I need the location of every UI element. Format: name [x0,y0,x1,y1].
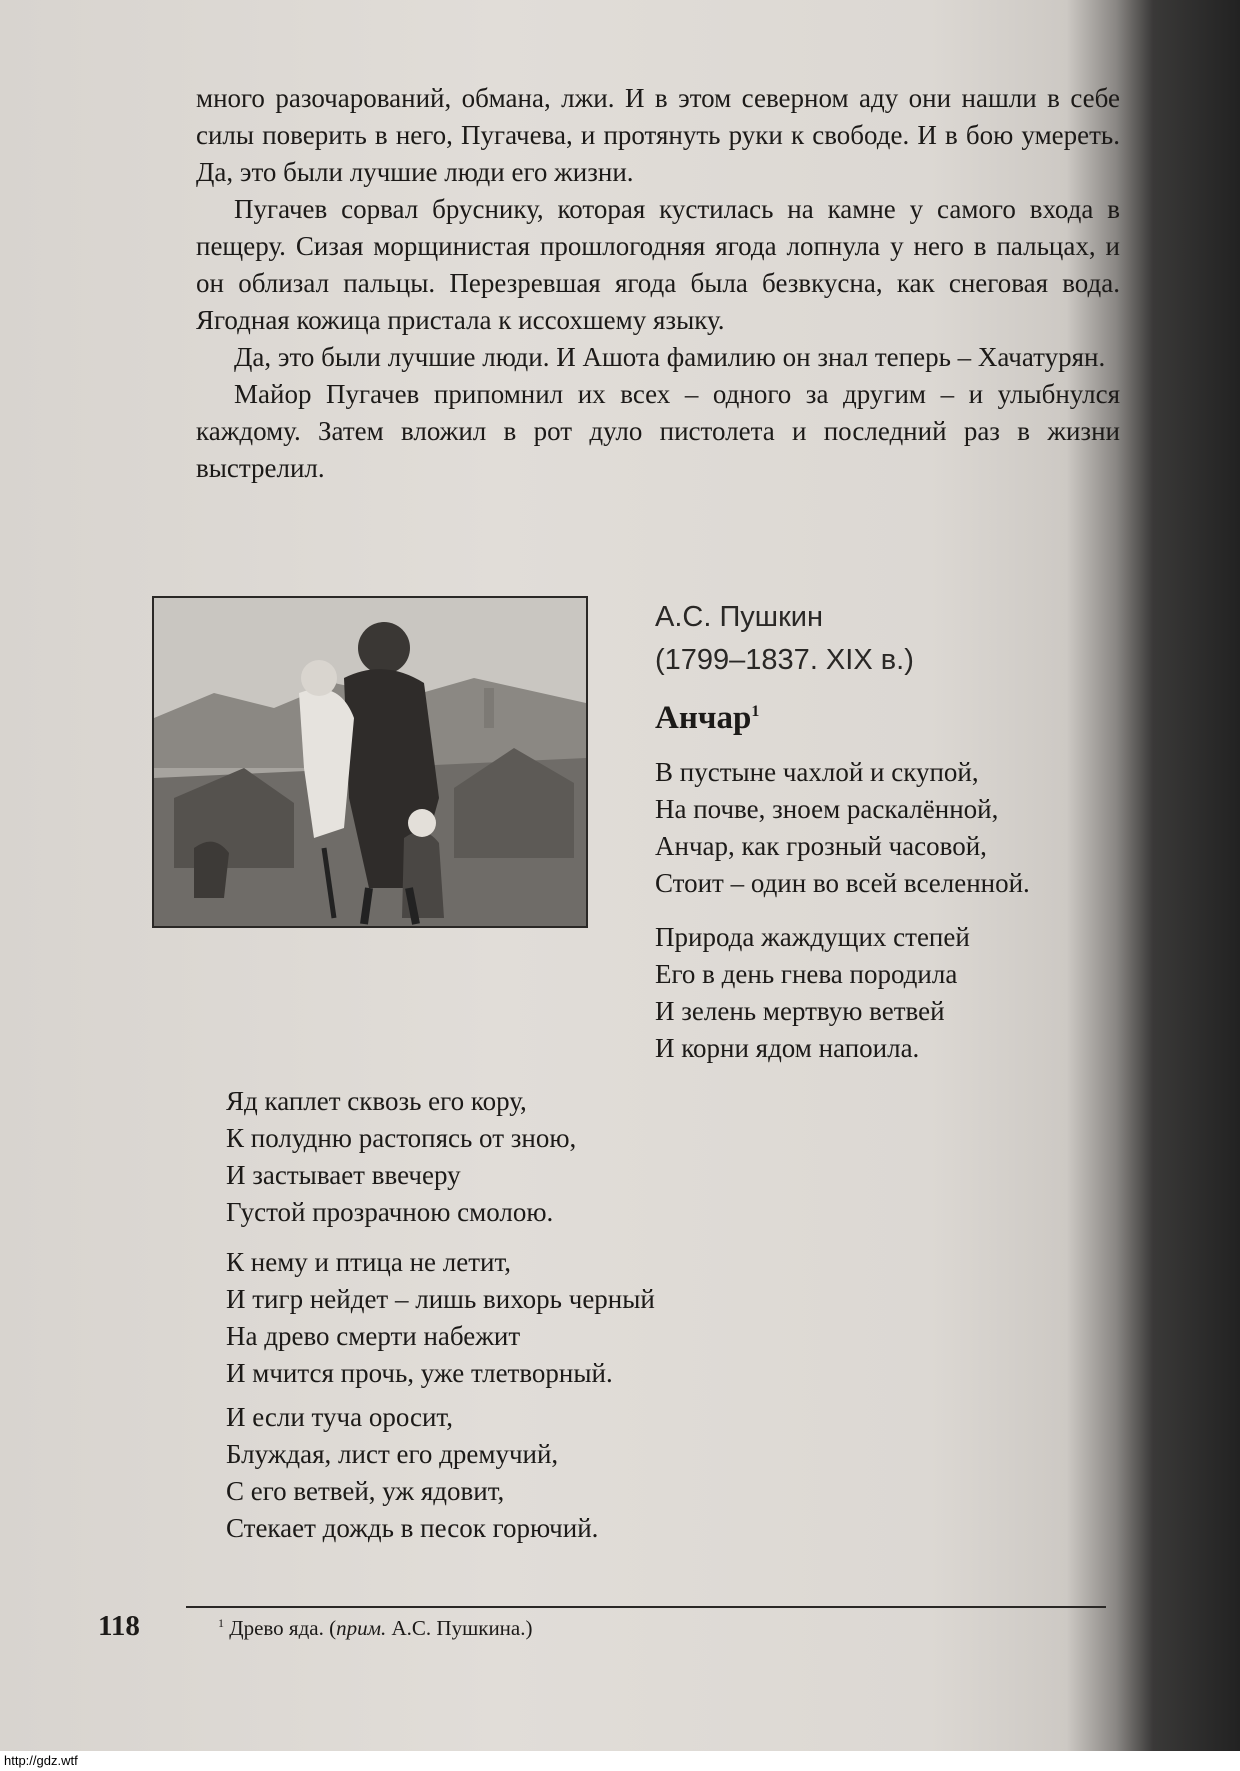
footnote-text-italic: прим. [336,1616,387,1640]
source-watermark [0,1751,1240,1771]
verse-line: К полудню растопясь от зною, [226,1123,577,1153]
paragraph-3: Да, это были лучшие люди. И Ашота фамилию он знал теперь – Хачатурян. [234,342,1106,372]
verse-line: Яд каплет сквозь его кору, [226,1086,527,1116]
paragraph-2: Пугачев сорвал бруснику, которая кустилась на камне у самого входа в пещеру. Сизая морщинистая прошлогодняя ягода лопнула у него в пальцах, и он облизал пальцы. Перезревшая ягода была безвкусна, как снеговая вода. Ягодная кожица пристала к иссохшему языку. [196,194,1120,335]
verse-line: Густой прозрачною смолою. [226,1197,554,1227]
verse-line: И зелень мертвую ветвей [655,996,945,1026]
author-name: А.С. Пушкин [655,601,823,633]
verse-line: Стоит – один во всей вселенной. [655,868,1030,898]
footnote-divider [186,1606,1106,1608]
stanza-2 [655,919,970,1067]
page-number: 118 [98,1610,140,1642]
footnote-text-before: Древо яда. ( [229,1616,337,1640]
footnote-number: 1 [218,1616,224,1630]
footnote [218,1616,533,1641]
verse-line: С его ветвей, уж ядовит, [226,1476,505,1506]
verse-line: И корни ядом напоила. [655,1033,920,1063]
stanza-4 [226,1244,655,1392]
verse-line: В пустыне чахлой и скупой, [655,757,979,787]
pushkin-illustration [152,596,588,928]
verse-line: На почве, зноем раскалённой, [655,794,999,824]
verse-line: И если туча оросит, [226,1402,453,1432]
prose-block [196,80,1120,487]
verse-line: Блуждая, лист его дремучий, [226,1439,559,1469]
verse-line: Его в день гнева породила [655,959,958,989]
poem-footnote-mark: 1 [751,703,760,720]
verse-line: И застывает ввечеру [226,1160,461,1190]
verse-line: И тигр нейдет – лишь вихорь черный [226,1284,655,1314]
paragraph-4: Майор Пугачев припомнил их всех – одного за другим – и улыбнулся каждому. Затем вложил в рот дуло пистолета и последний раз в жизни выстрелил. [196,379,1120,483]
verse-line: К нему и птица не летит, [226,1247,512,1277]
author-heading [655,596,914,682]
verse-line: И мчится прочь, уже тлетворный. [226,1358,613,1388]
poem-title [655,700,759,737]
verse-line: На древо смерти набежит [226,1321,521,1351]
verse-line: Природа жаждущих степей [655,922,970,952]
stanza-5 [226,1399,598,1547]
verse-line: Анчар, как грозный часовой, [655,831,987,861]
stanza-3 [226,1083,576,1231]
paragraph-1: много разочарований, обмана, лжи. И в этом северном аду они нашли в себе силы поверить в него, Пугачева, и протянуть руки к свободе. И в бою умереть. Да, это были лучшие люди его жизни. [196,83,1120,187]
author-years: (1799–1837. XIX в.) [655,644,914,676]
source-url[interactable]: http://gdz.wtf [4,1753,78,1768]
verse-line: Стекает дождь в песок горючий. [226,1513,599,1543]
stanza-1 [655,754,1030,902]
footnote-text-after: А.С. Пушкина.) [386,1616,533,1640]
illustration-drawing [154,598,586,926]
poem-title-text: Анчар [655,700,752,736]
